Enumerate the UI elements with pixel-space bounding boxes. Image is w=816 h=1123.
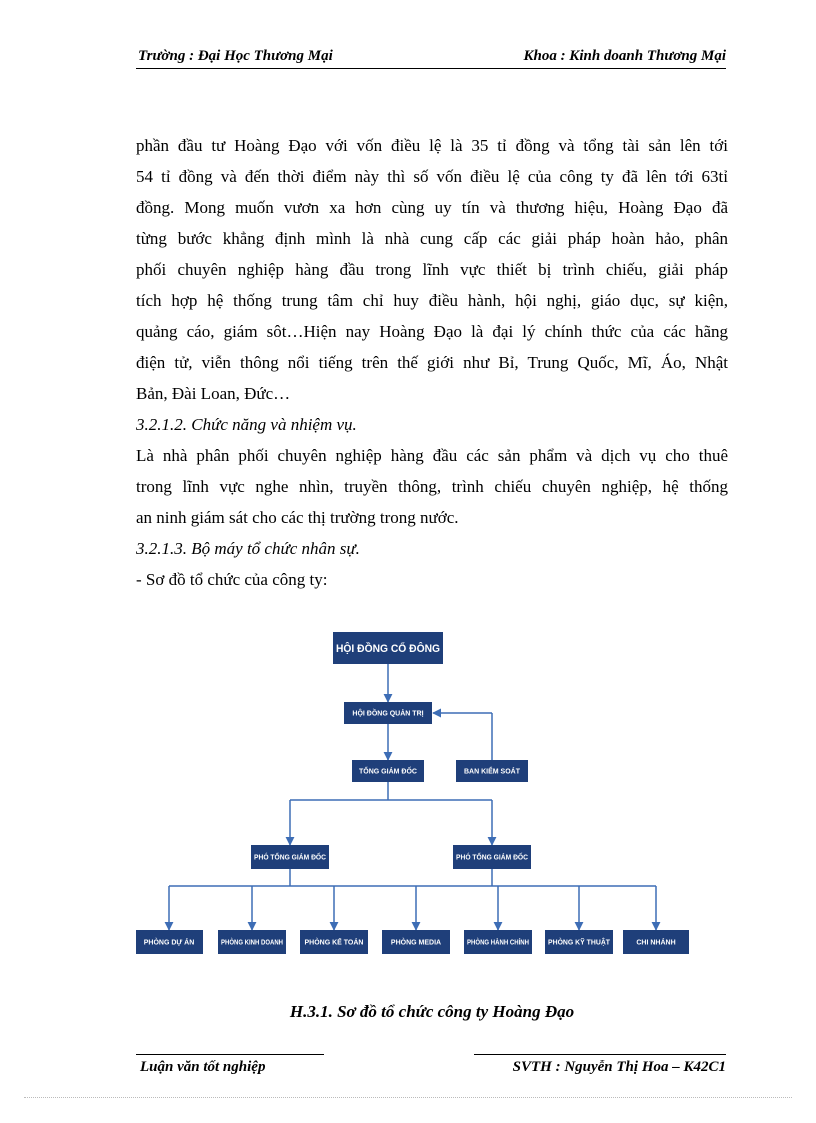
header-school: Trường : Đại Học Thương Mại	[138, 48, 333, 64]
org-chart	[136, 628, 728, 958]
text-line: 54 tỉ đồng và đến thời điểm này thì số vốn điều lệ của công ty đã lên tới 63tỉ	[136, 167, 728, 186]
footer-student: SVTH : Nguyễn Thị Hoa – K42C1	[512, 1059, 726, 1075]
node-deputy-2	[453, 845, 531, 869]
paragraph-functions	[136, 440, 728, 533]
node-shareholders	[333, 632, 448, 664]
node-dept-2-label: PHÒNG KINH DOANH	[221, 939, 294, 947]
text-line: Bản, Đài Loan, Đức…	[136, 384, 291, 403]
text-line: đồng. Mong muốn vươn xa hơn cùng uy tín và thương hiệu, Hoàng Đạo đã	[136, 198, 728, 217]
footer-thesis: Luận văn tốt nghiệp	[140, 1059, 266, 1075]
footer-rule	[136, 1054, 726, 1055]
node-dept-3	[300, 930, 368, 954]
section-heading-organization: 3.2.1.3. Bộ máy tổ chức nhân sự.	[136, 539, 360, 558]
text-line: tích hợp hệ thống trung tâm chỉ huy điều hành, hội nghị, giáo dục, sự kiện,	[136, 291, 728, 310]
org-chart-svg	[136, 628, 728, 958]
text-line: trong lĩnh vực nghe nhìn, truyền thông, trình chiếu chuyên nghiệp, hệ thống	[136, 477, 728, 496]
bullet-org-chart: - Sơ đồ tổ chức của công ty:	[136, 570, 328, 589]
body-text	[136, 130, 728, 595]
node-ceo-label: TỔNG GIÁM ĐỐC	[359, 768, 417, 776]
section-heading-functions: 3.2.1.2. Chức năng và nhiệm vụ.	[136, 415, 357, 434]
node-control-board	[456, 760, 528, 782]
text-line: điện tử, viễn thông nổi tiếng trên thế giới như Bỉ, Trung Quốc, Mĩ, Áo, Nhật	[136, 353, 728, 372]
node-shareholders-label: HỘI ĐỒNG CỔ ĐÔNG	[336, 642, 448, 655]
text-line: an ninh giám sát cho các thị trường trong nước.	[136, 508, 459, 527]
node-deputy-1-label: PHÓ TỔNG GIÁM ĐỐC	[254, 854, 330, 862]
node-dept-3-label: PHÒNG KẾ TOÁN	[304, 939, 364, 947]
page-footer	[136, 1059, 726, 1081]
page-header	[136, 46, 726, 69]
node-dept-7-label: CHI NHÁNH	[636, 939, 676, 947]
text-line: phần đầu tư Hoàng Đạo với vốn điều lệ là 35 tỉ đồng và tổng tài sản lên tới	[136, 136, 728, 155]
text-line: quảng cáo, giám sôt…Hiện nay Hoàng Đạo là đại lý chính thức của các hãng	[136, 322, 728, 341]
node-ceo	[352, 760, 424, 782]
header-faculty: Khoa : Kinh doanh Thương Mại	[523, 48, 726, 64]
node-dept-5	[464, 930, 539, 954]
node-dept-2	[218, 930, 294, 954]
page-edge-dotted-line	[24, 1097, 792, 1098]
text-line: từng bước khẳng định mình là nhà cung cấp các giải pháp hoàn hảo, phân	[136, 229, 728, 248]
node-board-label: HỘI ĐỒNG QUẢN TRỊ	[352, 710, 424, 718]
node-dept-1	[136, 930, 203, 954]
node-board	[344, 702, 432, 724]
node-dept-6	[545, 930, 613, 954]
node-deputy-1	[251, 845, 329, 869]
node-dept-4	[382, 930, 450, 954]
node-dept-5-label: PHÒNG HÀNH CHÍNH	[467, 939, 539, 947]
node-dept-1-label: PHÒNG DỰ ÁN	[143, 939, 195, 947]
figure-caption: H.3.1. Sơ đồ tổ chức công ty Hoàng Đạo	[289, 1002, 575, 1021]
node-deputy-2-label: PHÓ TỔNG GIÁM ĐỐC	[456, 854, 532, 862]
node-dept-6-label: PHÒNG KỸ THUẬT	[548, 939, 611, 947]
text-line: phối chuyên nghiệp hàng đầu trong lĩnh vực thiết bị trình chiếu, giải pháp	[136, 260, 728, 279]
node-dept-7	[623, 930, 689, 954]
paragraph-company-history	[136, 130, 728, 409]
text-line: Là nhà phân phối chuyên nghiệp hàng đầu các sản phẩm và dịch vụ cho thuê	[136, 446, 728, 465]
node-dept-4-label: PHÒNG MEDIA	[390, 939, 442, 947]
node-control-board-label: BAN KIỂM SOÁT	[464, 768, 520, 776]
